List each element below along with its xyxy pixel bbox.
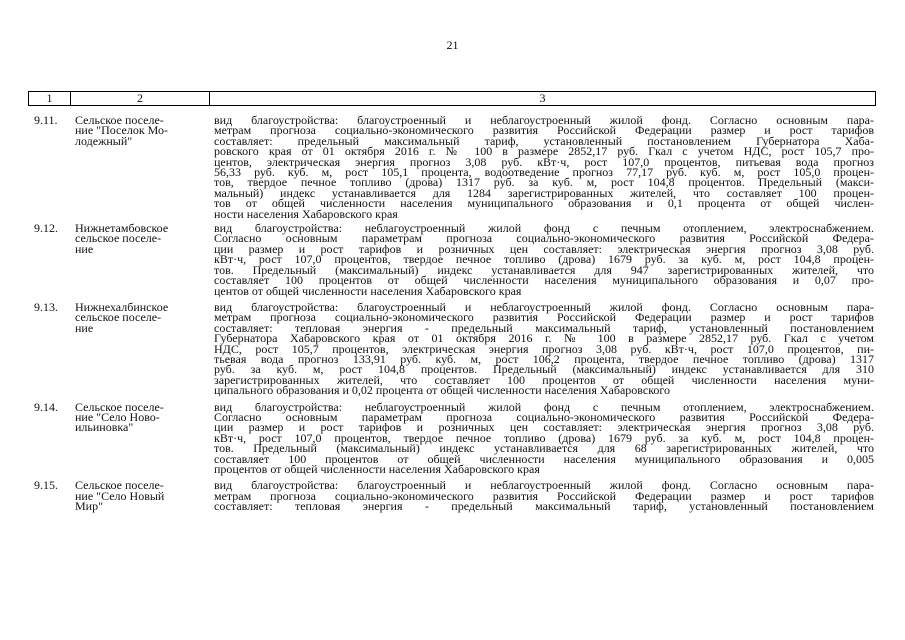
column-header-2: 2	[71, 92, 210, 105]
description-line: зарегистрированных жителей, что составляет 100 процентов от общей численности населения муни-	[214, 372, 874, 387]
description-line: тов от общей численности населения муниципального образования и 0,1 процента от общей числен-	[214, 196, 874, 211]
description-line: Согласно основным параметрам прогноза социально-экономического развития Российской Федера-	[214, 231, 874, 246]
description-line: руб. за куб. м, рост 104,8 процентов. Предельный (максимальный) индекс устанавливается для 310	[214, 362, 874, 377]
table-header-row	[28, 91, 876, 106]
description-line: ции размер и рост тарифов и розничных цен составляет: электрическая энергия прогноз 3,08 руб.	[214, 420, 874, 435]
settlement-name-line: ильиновка"	[75, 420, 134, 435]
improvement-description	[209, 478, 876, 514]
tariff-table	[28, 91, 876, 512]
settlement-name	[70, 223, 209, 296]
description-line: вид благоустройства: неблагоустроенный жилой фонд с печным отоплением, электроснабжением.	[214, 399, 874, 414]
row-number: 9.13.	[34, 299, 58, 314]
settlement-name	[70, 115, 209, 219]
settlement-name-line: ние "Село Ново-	[75, 409, 160, 424]
description-line: Согласно основным параметрам прогноза социально-экономического развития Российской Федера-	[214, 409, 874, 424]
settlement-name-line: ние	[75, 320, 94, 335]
description-line: составляет 100 процентов от общей численности населения муниципального образования и 0,005	[214, 451, 874, 466]
settlement-name-line: ние "Село Новый	[75, 488, 165, 503]
column-header-3: 3	[539, 91, 546, 105]
settlement-name-line: лодежный"	[75, 133, 133, 148]
settlement-name-line: Сельское поселе-	[75, 399, 164, 414]
column-header-1: 1	[29, 92, 71, 105]
description-line: тов. Предельный (максимальный) индекс устанавливается для 68 зарегистрированных жителей, что	[214, 441, 874, 456]
improvement-description	[209, 399, 876, 476]
description-line: составляет 100 процентов от общей численности населения муниципального образования и 0,07 про-	[214, 273, 874, 288]
table-body	[28, 115, 876, 512]
description-line: метрам прогноза социально-экономического развития Российской Федерации размер и рост тарифов	[214, 488, 874, 503]
row-number: 9.15.	[34, 478, 58, 493]
description-line: вид благоустройства: благоустроенный и неблагоустроенный жилой фонд. Согласно основным пара-	[214, 113, 874, 127]
description-line: мальный) индекс устанавливается для 1284 зарегистрированных жителей, что составляет 100 процен-	[214, 185, 874, 200]
description-line: ности населения Хабаровского края	[214, 206, 398, 221]
improvement-description	[209, 115, 876, 219]
settlement-name-line: Сельское поселе-	[75, 113, 164, 127]
description-line: вид благоустройства: благоустроенный и неблагоустроенный жилой фонд. Согласно основным пара-	[214, 478, 874, 493]
description-line: тов, твердое печное топливо (дрова) 1317 руб. за куб. м, рост 104,8 процентов. Предельный (макси-	[214, 175, 874, 190]
description-line: составляет: предельный максимальный тариф, установленный постановлением Губернатора Хаба-	[214, 133, 874, 148]
description-line: тьевая вода прогноз 133,91 руб. куб. м, рост 106,2 процента, твердое печное топливо (дрова) 1317	[214, 351, 874, 366]
description-line: составляет: тепловая энергия - предельный максимальный тариф, установленный постановлением	[214, 320, 874, 335]
description-line: метрам прогноза социально-экономического развития Российской Федерации размер и рост тарифов	[214, 123, 874, 138]
settlement-name	[70, 399, 209, 475]
description-line: 56,33 руб. куб. м, рост 105,1 процента, водоотведение прогноз 77,17 руб. куб. м, рост 105,0 процен-	[214, 165, 874, 180]
improvement-description	[209, 299, 876, 398]
table-row	[28, 399, 876, 476]
settlement-name-line: ние	[75, 241, 94, 256]
settlement-name-line: Нижнетамбовское	[75, 221, 169, 236]
settlement-name-line: Нижнехалбинское	[75, 299, 169, 314]
settlement-name-line: ние "Поселок Мо-	[75, 123, 169, 138]
settlement-name-line: Сельское поселе-	[75, 478, 164, 493]
row-number: 9.11.	[34, 113, 58, 127]
description-line: центов, электрическая энергия прогноз 3,08 руб. кВт·ч, рост 107,0 процентов, питьевая вода прогноз	[214, 154, 874, 169]
settlement-name-line: сельское поселе-	[75, 231, 162, 246]
settlement-name	[70, 299, 209, 396]
description-line: процентов от общей численности населения Хабаровского края	[214, 462, 540, 476]
description-line: центов от общей численности населения Хабаровского края	[214, 283, 522, 298]
settlement-name-line: сельское поселе-	[75, 310, 162, 325]
description-line: НДС, рост 105,7 процентов, электрическая энергия прогноз 3,08 руб. кВт·ч, рост 107,0 процентов, пи-	[214, 341, 874, 356]
description-line: ции размер и рост тарифов и розничных цен составляет: электрическая энергия прогноз 3,08 руб.	[214, 241, 874, 256]
table-row	[28, 115, 876, 219]
row-number: 9.12.	[34, 221, 58, 236]
table-row	[28, 478, 876, 514]
description-line: тов. Предельный (максимальный) индекс устанавливается для 947 зарегистрированных жителей, что	[214, 262, 874, 277]
description-line: кВт·ч, рост 107,0 процентов, твердое печное топливо (дрова) 1679 руб. за куб. м, рост 104,8 процен-	[214, 252, 874, 267]
description-line: кВт·ч, рост 107,0 процентов, твердое печное топливо (дрова) 1679 руб. за куб. м, рост 104,8 процен-	[214, 430, 874, 445]
description-line: ровского края от 01 октября 2016 г. № 100 в размере 2852,17 руб. Гкал с учетом НДС, рост 105,7 про-	[214, 144, 874, 159]
description-line: ципального образования и 0,02 процента от общей численности населения Хабаровского	[214, 383, 671, 398]
page-number: 21	[446, 38, 459, 52]
settlement-name	[70, 478, 209, 514]
description-line: вид благоустройства: неблагоустроенный жилой фонд с печным отоплением, электроснабжением.	[214, 221, 874, 236]
description-line: вид благоустройства: благоустроенный и неблагоустроенный жилой фонд. Согласно основным пара-	[214, 299, 874, 314]
settlement-name-line: Мир"	[75, 499, 103, 514]
table-row	[28, 299, 876, 398]
description-line: метрам прогноза социально-экономического развития Российской Федерации размер и рост тарифов	[214, 310, 874, 325]
description-line: составляет: тепловая энергия - предельный максимальный тариф, установленный постановлением	[214, 499, 874, 514]
table-row	[28, 223, 876, 296]
improvement-description	[209, 223, 876, 296]
row-number: 9.14.	[34, 399, 58, 414]
description-line: Губернатора Хабаровского края от 01 октября 2016 г. № 100 в размере 2852,17 руб. Гкал с учетом	[214, 331, 874, 346]
